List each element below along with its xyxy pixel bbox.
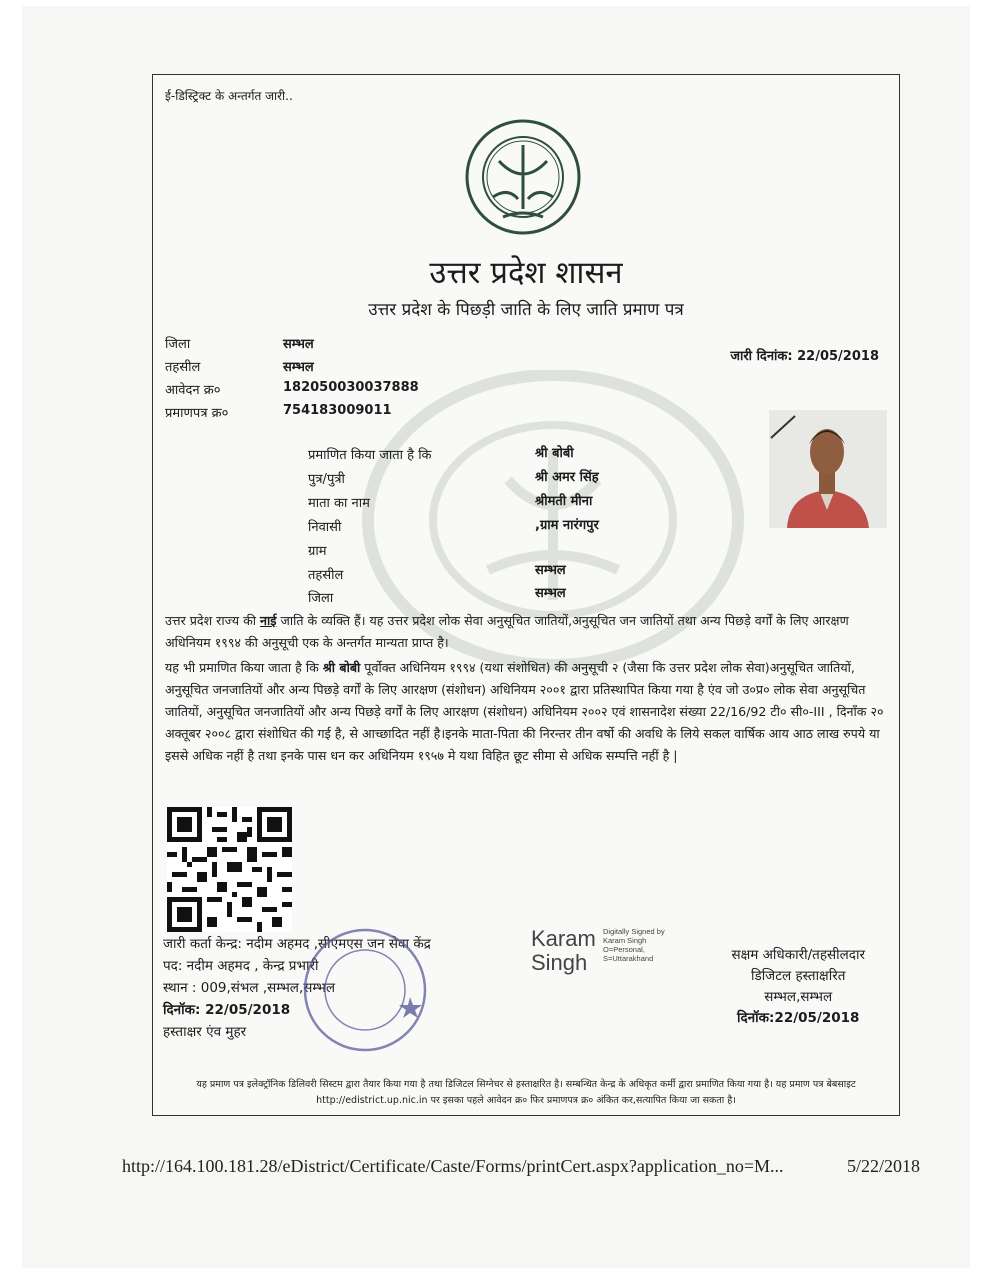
meta-value-tehsil: सम्भल: [283, 360, 314, 375]
issuer-date: दिनॉक: 22/05/2018: [163, 1002, 291, 1018]
signature-last-name: Singh: [531, 950, 588, 975]
digital-signature: [531, 926, 665, 975]
signature-detail-line: Digitally Signed by: [603, 927, 665, 936]
signature-detail-line: Karam Singh: [603, 936, 647, 945]
detail-value-tehsil: सम्भल: [535, 563, 566, 578]
issuer-place: स्थान : 009,संभल ,सम्भल,सम्भल: [163, 980, 336, 996]
para2-before: यह भी प्रमाणित किया जाता है कि: [165, 660, 323, 675]
meta-value-district: सम्भल: [283, 337, 314, 352]
para2-name: श्री बोबी: [322, 660, 361, 675]
detail-label-certified: प्रमाणित किया जाता है कि: [308, 448, 432, 463]
signature-detail-line: O=Personal,: [603, 945, 645, 954]
print-url: http://164.100.181.28/eDistrict/Certificate/Caste/Forms/printCert.aspx?application_no=M...: [122, 1156, 784, 1176]
detail-label-resident: निवासी: [308, 520, 342, 535]
meta-value-certificate-no: 754183009011: [283, 403, 392, 418]
para1-after: जाति के व्यक्ति हैं। यह उत्तर प्रदेश लोक सेवा अनुसूचित जातियों,अनुसूचित जन जातियों तथा अन्य पिछड़े वर्गों के लिए आरक्षण अधिनियम १९९४ की अनुसूची एक के अन्तर्गत मान्यता प्राप्त है।: [165, 613, 849, 650]
detail-label-tehsil: तहसील: [308, 568, 344, 583]
meta-label-application-no: आवेदन क्र०: [165, 383, 221, 398]
authority-date: दिनॉक:22/05/2018: [737, 1010, 860, 1026]
detail-label-son-daughter: पुत्र/पुत्री: [308, 472, 345, 487]
authority-location: सम्भल,सम्भल: [764, 989, 833, 1005]
issuer-signature-label: हस्ताक्षर एंव मुहर: [163, 1024, 247, 1040]
signature-details: [603, 927, 665, 963]
detail-value-name: श्री बोबी: [535, 446, 574, 461]
center-seal-stamp: [298, 923, 433, 1058]
authority-block: [731, 945, 865, 1029]
footer-note: यह प्रमाण पत्र इलेक्ट्रॉनिक डिलिवरी सिस्टम द्वारा तैयार किया गया है तथा डिजिटल सिग्नेचर से हस्ताक्षरित है। सम्बन्धित केन्द्र के अधिकृत कर्मी द्वारा प्रमाणित किया गया है। यह प्रमाण पत्र बेबसाइट http://edistrict.up.nic.in पर इसका पहले आवेदन क्र० फिर प्रमाणपत्र क्र० अंकित कर,सत्यापित किया जा सकता है।: [196, 1079, 856, 1106]
meta-label-district: जिला: [165, 337, 191, 352]
caste-paragraph: [165, 610, 895, 654]
up-govt-emblem-icon: [463, 117, 583, 237]
caste-name: नाई: [260, 613, 277, 628]
print-date: 5/22/2018: [846, 1156, 920, 1176]
detail-value-resident: ,ग्राम नारंगपुर: [535, 518, 599, 533]
page-header-text: ई-डिस्ट्रिक्ट के अन्तर्गत जारी..: [165, 89, 293, 103]
issue-date: जारी दिनांक: 22/05/2018: [730, 349, 879, 364]
issuer-center: जारी कर्ता केन्द्र: नदीम अहमद ,सीएमएस जन सेवा केंद्र: [163, 936, 431, 952]
para2-after: पूर्वोक्त अधिनियम १९९४ (यथा संशोधित) की अनुसूची २ (जैसा कि उत्तर प्रदेश लोक सेवा)अनुसूचित जातियों, अनुसूचित जनजातियों और अन्य पिछड़े वर्गों के लिए आरक्षण (संशोधन) अधिनियम २००१ द्वारा प्रतिस्थापित किया गया है एंव जो उ०प्र० लोक सेवा अनुसूचित जातियों, अनुसूचित जनजातियों और अन्य पिछड़े वर्गों के लिए आरक्षण (संशोधन) अधिनियम २००२ एवं शासनादेश संख्या 22/16/92 टी० सी०-III , दिनाँक २० अक्तूबर २००८ द्वारा संशोधित की गई है, से आच्छादित नहीं है।इनके माता-पिता की निरन्तर तीन वर्षो की अवधि के लिये सकल वार्षिक आय आठ लाख रुपये या इससे अधिक नहीं है तथा इनके पास धन कर अधिनियम १९५७ मे यथा विहित छूट सीमा से अधिक सम्पत्ति नहीं है |: [165, 660, 884, 763]
authority-digital: डिजिटल हस्ताक्षरित: [750, 968, 846, 984]
signature-detail-line: S=Uttarakhand: [603, 954, 654, 963]
meta-label-certificate-no: प्रमाणपत्र क्र०: [165, 406, 229, 421]
meta-label-tehsil: तहसील: [165, 360, 201, 375]
detail-value-mother: श्रीमती मीना: [535, 494, 593, 509]
issuer-post: पद: नदीम अहमद , केन्द्र प्रभारी: [163, 958, 319, 974]
detail-label-district: जिला: [308, 591, 334, 606]
detail-value-district: सम्भल: [535, 586, 566, 601]
para1-before: उत्तर प्रदेश राज्य की: [165, 613, 261, 628]
certificate-frame: [152, 74, 900, 1116]
scanned-paper: [22, 6, 970, 1268]
authority-title: सक्षम अधिकारी/तहसीलदार: [731, 947, 865, 963]
applicant-photo: [769, 410, 887, 528]
detail-value-father: श्री अमर सिंह: [535, 470, 599, 485]
qr-code: [167, 807, 292, 932]
signature-first-name: Karam: [531, 926, 596, 951]
detail-label-village: ग्राम: [308, 544, 327, 559]
document-subtitle: उत्तर प्रदेश के पिछड़ी जाति के लिए जाति प्रमाण पत्र: [368, 300, 684, 320]
meta-value-application-no: 182050030037888: [283, 380, 419, 395]
document-title: उत्तर प्रदेश शासन: [429, 255, 623, 291]
certification-paragraph: [165, 657, 895, 767]
detail-label-mother: माता का नाम: [308, 496, 370, 511]
